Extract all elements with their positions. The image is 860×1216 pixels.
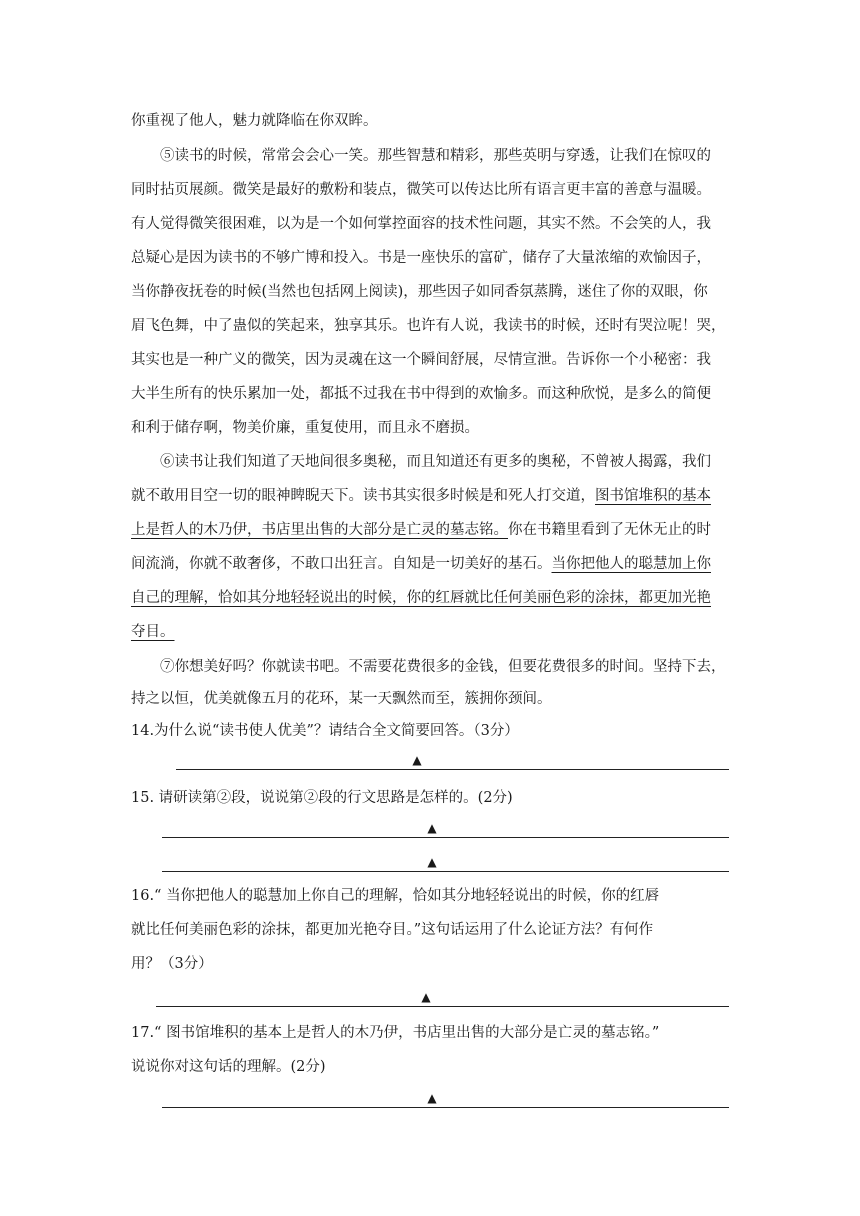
question-17-line: 17.“ 图书馆堆积的基本上是哲人的木乃伊，书店里出售的大部分是亡灵的墓志铭。” bbox=[131, 1025, 660, 1041]
answer-line-17[interactable] bbox=[162, 1091, 729, 1108]
triangle-marker-icon: ▲ bbox=[427, 1091, 437, 1105]
paragraph-7-line: ⑦你想美好吗？你就读书吧。不需要花费很多的金钱，但要花费很多的时间。坚持下去， bbox=[160, 659, 726, 675]
underlined-quote: 夺目。 bbox=[131, 624, 175, 640]
answer-line-15b[interactable] bbox=[162, 855, 729, 872]
triangle-marker-icon: ▲ bbox=[427, 821, 437, 835]
paragraph-4-end: 你重视了他人，魅力就降临在你双眸。 bbox=[131, 113, 378, 129]
plain-text: 间流淌，你就不敢奢侈，不敢口出狂言。自知是一切美好的基石。 bbox=[131, 556, 552, 572]
answer-line-14[interactable] bbox=[176, 753, 729, 770]
paragraph-7-line: 持之以恒，优美就像五月的花环，某一天飘然而至，簇拥你颈间。 bbox=[131, 691, 552, 707]
paragraph-6-line bbox=[131, 486, 711, 506]
underlined-quote: 图书馆堆积的基本 bbox=[595, 488, 711, 504]
answer-line-15a[interactable] bbox=[162, 821, 729, 838]
paragraph-6-line bbox=[131, 520, 711, 540]
triangle-marker-icon: ▲ bbox=[421, 990, 431, 1004]
paragraph-5-line: 当你静夜抚卷的时候(当然也包括网上阅读)，那些因子如同香氛蒸腾，迷住了你的双眼，你 bbox=[131, 284, 708, 300]
plain-text: 就不敢用目空一切的眼神睥睨天下。读书其实很多时候是和死人打交道， bbox=[131, 488, 595, 504]
question-14: 14.为什么说“读书使人优美”？请结合全文简要回答。（3分） bbox=[131, 723, 519, 739]
paragraph-6-line: ⑥读书让我们知道了天地间很多奥秘，而且知道还有更多的奥秘，不曾被人揭露，我们 bbox=[160, 454, 711, 470]
triangle-marker-icon: ▲ bbox=[427, 855, 437, 869]
paragraph-5-line: 眉飞色舞，中了蛊似的笑起来，独享其乐。也许有人说，我读书的时候，还时有哭泣呢！哭， bbox=[131, 318, 726, 334]
paragraph-5-line: 有人觉得微笑很困难，以为是一个如何掌控面容的技术性问题，其实不然。不会笑的人，我 bbox=[131, 216, 711, 232]
paragraph-6-line bbox=[131, 588, 711, 608]
question-15: 15. 请研读第②段，说说第②段的行文思路是怎样的。(2分) bbox=[131, 790, 513, 806]
question-16-line: 16.“ 当你把他人的聪慧加上你自己的理解，恰如其分地轻轻说出的时候，你的红唇 bbox=[131, 888, 660, 904]
plain-text: 你在书籍里看到了无休无止的时 bbox=[508, 522, 711, 538]
underlined-quote: 当你把他人的聪慧加上你 bbox=[551, 556, 711, 572]
question-16-line: 就比任何美丽色彩的涂抹，都更加光艳夺目。”这句话运用了什么论证方法？有何作 bbox=[131, 922, 654, 938]
paragraph-5-line: 大半生所有的快乐累加一处，都抵不过我在书中得到的欢愉多。而这种欣悦，是多么的简便 bbox=[131, 386, 711, 402]
question-16-line: 用？（3分） bbox=[131, 956, 213, 972]
paragraph-5-line: 其实也是一种广义的微笑，因为灵魂在这一个瞬间舒展，尽情宣泄。告诉你一个小秘密：我 bbox=[131, 352, 711, 368]
underlined-quote: 自己的理解，恰如其分地轻轻说出的时候，你的红唇就比任何美丽色彩的涂抹，都更加光艳 bbox=[131, 590, 711, 606]
answer-line-16[interactable] bbox=[156, 990, 729, 1007]
paragraph-6-line bbox=[131, 622, 175, 642]
question-17-line: 说说你对这句话的理解。(2分) bbox=[131, 1059, 326, 1075]
triangle-marker-icon: ▲ bbox=[412, 753, 422, 767]
paragraph-5-line: 和利于储存啊，物美价廉，重复使用，而且永不磨损。 bbox=[131, 420, 479, 436]
paragraph-5-line: 同时拈页展颜。微笑是最好的敷粉和装点，微笑可以传达比所有语言更丰富的善意与温暖。 bbox=[131, 182, 711, 198]
paragraph-6-line bbox=[131, 554, 711, 574]
paragraph-5-line: ⑤读书的时候，常常会会心一笑。那些智慧和精彩，那些英明与穿透，让我们在惊叹的 bbox=[160, 148, 711, 164]
paragraph-5-line: 总疑心是因为读书的不够广博和投入。书是一座快乐的富矿，储存了大量浓缩的欢愉因子， bbox=[131, 250, 711, 266]
underlined-quote: 上是哲人的木乃伊，书店里出售的大部分是亡灵的墓志铭。 bbox=[131, 522, 508, 538]
